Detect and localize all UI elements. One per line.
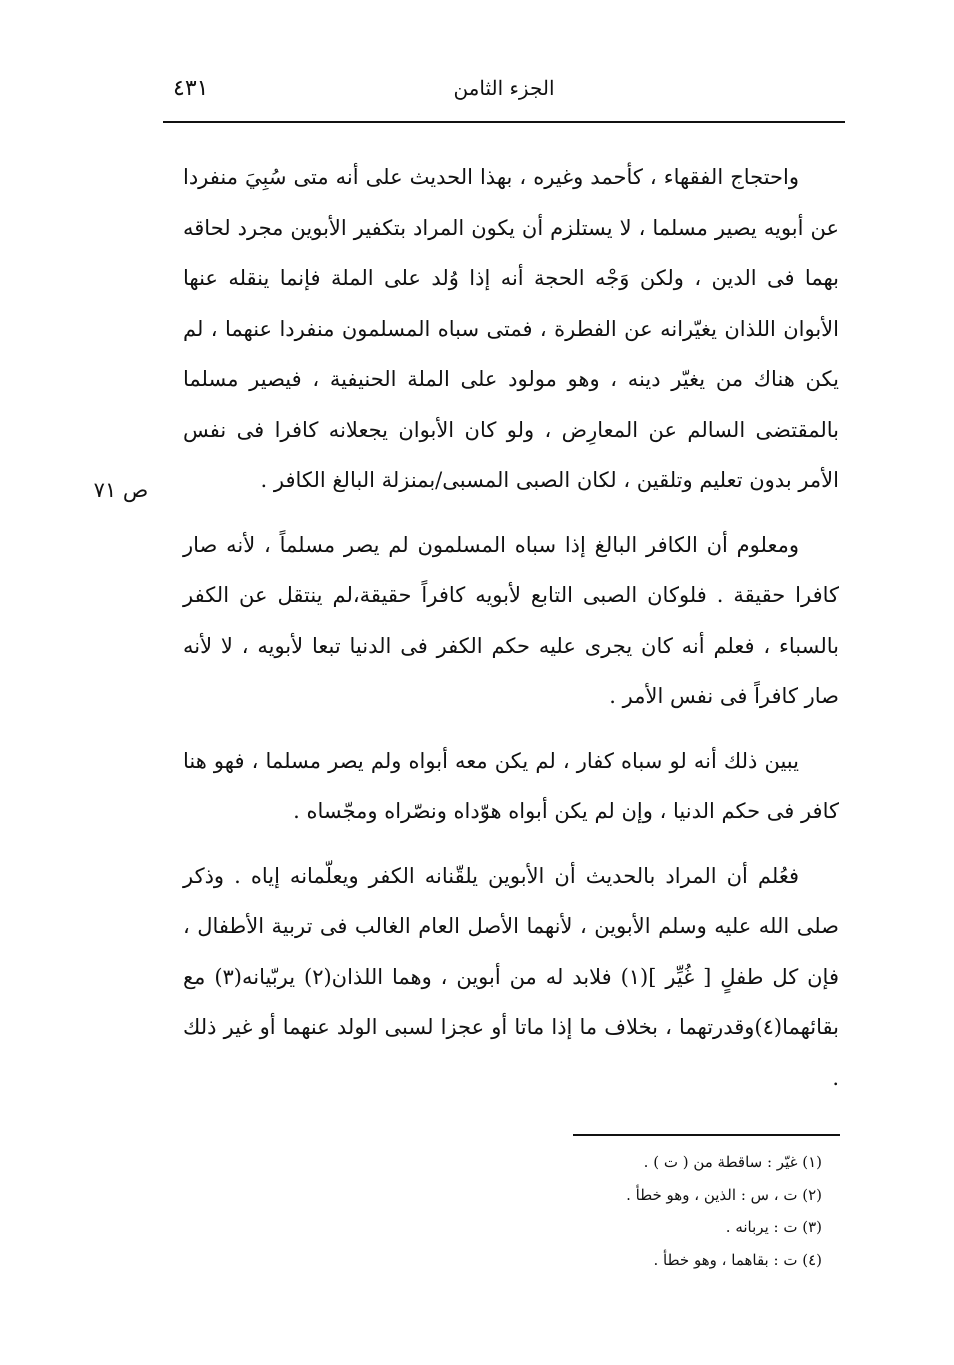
paragraph-2: ومعلوم أن الكافر البالغ إذا سباه المسلمون لم يصر مسلماً ، لأنه صار كافرا حقيقة . فلوكان الصبى التابع لأبويه كافراً حقيقة،لم ينتقل عن الكفر بالسباء ، فعلم أنه كان يجرى عليه حكم الكفر فى الدنيا تبعا لأبويه ، لا لأنه صار كافراً فى نفس الأمر . (183, 532, 839, 708)
footnote-2: (٢) ت ، س : الذين ، وهو خطأ . (626, 1185, 822, 1204)
paragraph-4: فعُلم أن المراد بالحديث أن الأبوين يلقّنانه الكفر ويعلّمانه إياه . وذكر صلى الله عليه وسلم الأبوين ، لأنهما الأصل العام الغالب فى تربية الأطفال ، فإن كل طفلٍ [ غُيِّر ](١) فلابد له من أبوين ، وهما اللذان(٢) يربّيانه(٣) مع بقائهما(٤)وقدرتهما ، بخلاف ما إذا ماتا أو عجزا لسبى الولد عنهما أو غير ذلك . (183, 863, 839, 1090)
footnote-4: (٤) ت : بقاهما ، وهو خطأ . (653, 1250, 822, 1269)
paragraph-1: واحتجاج الفقهاء ، كأحمد وغيره ، بهذا الحديث على أنه متى سُبِيَ منفردا عن أبويه يصير مسلما ، لا يستلزم أن يكون المراد بتكفير الأبوين مجرد لحاقه بهما فى الدين ، ولكن وَجْه الحجة أنه إذا وُلد على الملة فإنما ينقله عنها الأبوان اللذان يغيّرانه عن الفطرة ، فمتى سباه المسلمون منفردا عنهما ، لم يكن هناك من يغيّر دينه ، وهو مولود على الملة الحنيفية ، فيصير مسلما بالمقتضى السالم عن المعارِض ، ولو كان الأبوان يجعلانه كافرا فى نفس الأمر بدون تعليم وتلقين ، لكان الصبى المسبى/بمنزلة البالغ الكافر . (183, 165, 839, 492)
page-header (165, 70, 843, 120)
footnote-3: (٣) ت : يربانه . (725, 1218, 822, 1236)
margin-page-reference: ص ٧١ (93, 478, 149, 502)
footnote-1: (١) غيّر : ساقطة من ( ت ) . (643, 1153, 822, 1171)
paragraph-3: يبين ذلك أنه لو سباه كفار ، لم يكن معه أبواه ولم يصر مسلما ، فهو هنا كافر فى حكم الدنيا ، وإن لم يكن أبواه هوّداه ونصّراه ومجّساه . (183, 748, 839, 823)
running-title: الجزء الثامن (453, 76, 555, 100)
footnote-divider (573, 1134, 840, 1136)
footnotes (450, 1146, 822, 1276)
page-number: ٤٣١ (173, 76, 209, 101)
header-divider (163, 121, 845, 123)
main-text (183, 152, 839, 1103)
